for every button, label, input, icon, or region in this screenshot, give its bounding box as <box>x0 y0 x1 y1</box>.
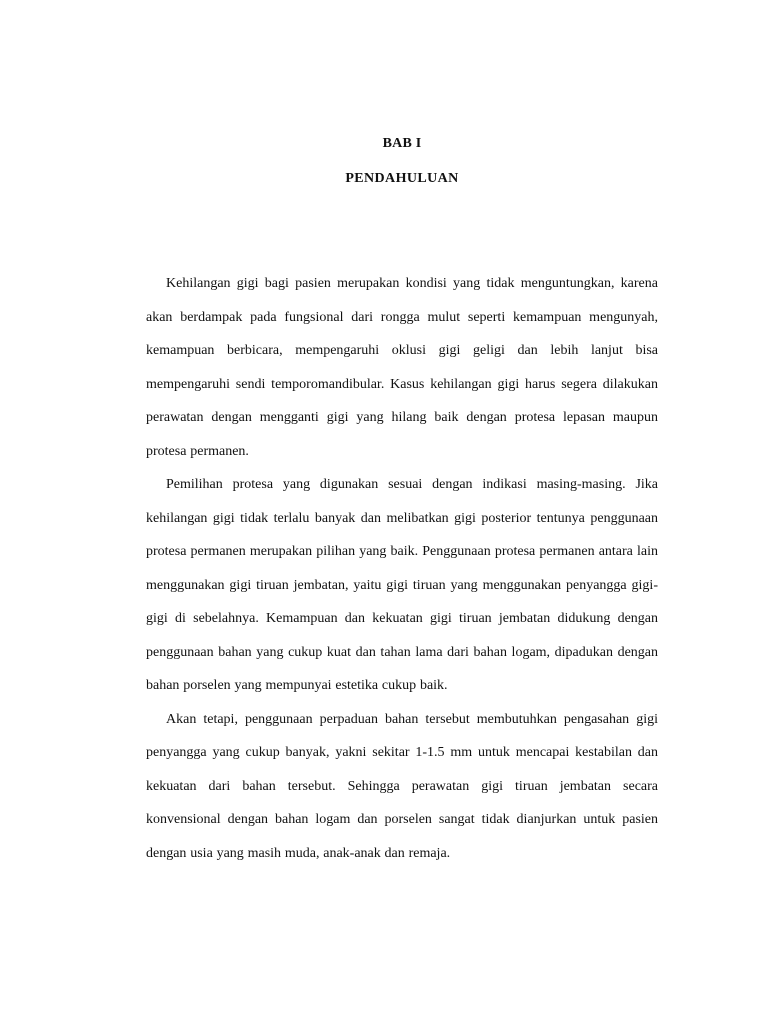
paragraph-2: Pemilihan protesa yang digunakan sesuai dengan indikasi masing-masing. Jika kehilangan gigi tidak terlalu banyak dan melibatkan gigi posterior tentunya penggunaan protesa permanen merupakan pilihan yang baik. Penggunaan protesa permanen antara lain menggunakan gigi tiruan jembatan, yaitu gigi tiruan yang menggunakan penyangga gigi-gigi di sebelahnya. Kemampuan dan kekuatan gigi tiruan jembatan didukung dengan penggunaan bahan yang cukup kuat dan tahan lama dari bahan logam, dipadukan dengan bahan porselen yang mempunyai estetika cukup baik. <box>146 477 658 693</box>
body-text <box>146 267 658 870</box>
paragraph-3: Akan tetapi, penggunaan perpaduan bahan tersebut membutuhkan pengasahan gigi penyangga yang cukup banyak, yakni sekitar 1-1.5 mm untuk mencapai kestabilan dan kekuatan dari bahan tersebut. Sehingga perawatan gigi tiruan jembatan secara konvensional dengan bahan logam dan porselen sangat tidak dianjurkan untuk pasien dengan usia yang masih muda, anak-anak dan remaja. <box>146 711 658 861</box>
paragraph-1: Kehilangan gigi bagi pasien merupakan kondisi yang tidak menguntungkan, karena akan berdampak pada fungsional dari rongga mulut seperti kemampuan mengunyah, kemampuan berbicara, mempengaruhi oklusi gigi geligi dan lebih lanjut bisa mempengaruhi sendi temporomandibular. Kasus kehilangan gigi harus segera dilakukan perawatan dengan mengganti gigi yang hilang baik dengan protesa lepasan maupun protesa permanen. <box>146 276 658 459</box>
chapter-title: PENDAHULUAN <box>345 171 459 186</box>
chapter-number: BAB I <box>382 136 422 151</box>
